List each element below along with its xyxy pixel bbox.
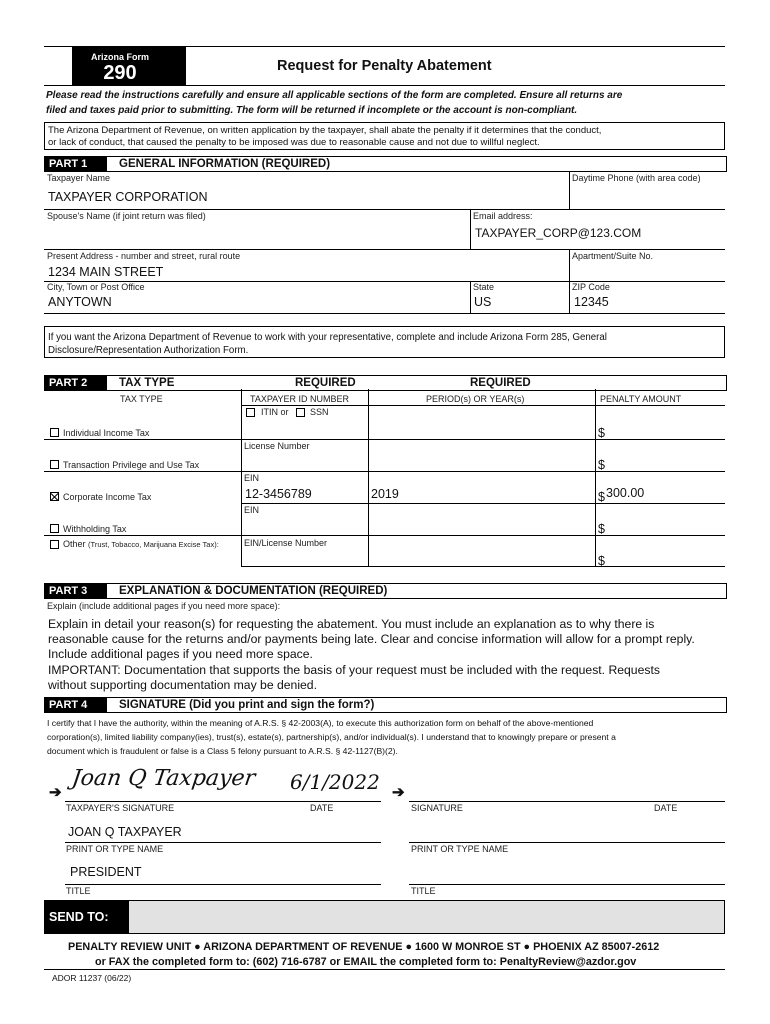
email-field[interactable]: TAXPAYER_CORP@123.COM xyxy=(475,226,642,240)
ein-label: EIN xyxy=(244,473,260,483)
itin-label: ITIN or xyxy=(261,407,289,417)
certify-line: document which is fraudulent or false is a Class 5 felony pursuant to A.R.S. § 42-1127(B)(2). xyxy=(47,746,398,756)
dollar-sign: $ xyxy=(598,426,605,440)
email-label: Email address: xyxy=(473,211,533,221)
explanation-line: without supporting documentation may be denied. xyxy=(48,677,317,692)
certify-line: I certify that I have the authority, within the meaning of A.R.S. § 42-2003(A), to execute this authorization form on behalf of the above-mentioned xyxy=(47,718,594,728)
instructions-line-1: Please read the instructions carefully and ensure all applicable sections of the form are completed. Ensure all returns are xyxy=(46,90,623,101)
taxpayer-name-label: Taxpayer Name xyxy=(47,173,111,183)
address-label: Present Address - number and street, rural route xyxy=(47,251,241,261)
transaction-privilege-label: Transaction Privilege and Use Tax xyxy=(63,460,200,470)
part1-title: GENERAL INFORMATION (REQUIRED) xyxy=(119,158,331,170)
explanation-line: Explain in detail your reason(s) for requesting the abatement. You must include an explanation as to why there is xyxy=(48,617,655,631)
part1-number: PART 1 xyxy=(45,157,107,171)
divider xyxy=(241,389,242,567)
part3-header xyxy=(44,583,727,599)
dollar-sign: $ xyxy=(598,554,605,568)
part4-number: PART 4 xyxy=(45,698,107,712)
part2-header xyxy=(44,375,727,391)
col-taxpayer-id: TAXPAYER ID NUMBER xyxy=(250,394,350,404)
col-penalty-amount: PENALTY AMOUNT xyxy=(600,394,682,404)
part2-required-2: REQUIRED xyxy=(470,377,531,389)
city-field[interactable]: ANYTOWN xyxy=(48,295,112,309)
license-number-label: License Number xyxy=(244,441,310,451)
taxpayer-signature[interactable]: Joan Q Taxpayer xyxy=(70,766,257,791)
form-footer-code: ADOR 11237 (06/22) xyxy=(52,973,132,983)
itin-checkbox[interactable] xyxy=(246,408,255,417)
divider xyxy=(368,389,369,567)
apt-label: Apartment/Suite No. xyxy=(572,251,654,261)
representative-note-line-2: Disclosure/Representation Authorization Form. xyxy=(48,345,249,356)
print-name-2-label: PRINT OR TYPE NAME xyxy=(411,844,509,854)
withholding-tax-checkbox[interactable] xyxy=(50,524,59,533)
divider xyxy=(65,884,381,885)
phone-label: Daytime Phone (with area code) xyxy=(572,173,701,183)
other-tax-checkbox[interactable] xyxy=(50,540,59,549)
ssn-checkbox[interactable] xyxy=(296,408,305,417)
form-number-box xyxy=(72,47,186,85)
certification-text xyxy=(47,716,616,758)
explanation-text-area[interactable] xyxy=(48,617,728,693)
signature-label: SIGNATURE xyxy=(411,803,463,813)
zip-label: ZIP Code xyxy=(572,282,610,292)
date-label: DATE xyxy=(310,803,334,813)
date2-label: DATE xyxy=(654,803,678,813)
divider xyxy=(470,209,471,249)
divider xyxy=(409,801,725,802)
signature-date[interactable]: 6/1/2022 xyxy=(290,770,380,794)
divider xyxy=(44,535,725,536)
send-to-label-box xyxy=(45,901,129,933)
state-label: State xyxy=(473,282,495,292)
dollar-sign: $ xyxy=(598,522,605,536)
other-tax-note: (Trust, Tobacco, Marijuana Excise Tax): xyxy=(88,540,219,549)
dollar-sign: $ xyxy=(598,490,605,504)
notice-line-2: or lack of conduct, that caused the penalty to be imposed was due to reasonable cause and not due to willful neglect. xyxy=(48,137,540,148)
representative-note-line-1: If you want the Arizona Department of Revenue to work with your representative, complete and include Arizona Form 285, General xyxy=(48,332,607,343)
page-title: Request for Penalty Abatement xyxy=(277,58,492,74)
divider xyxy=(409,842,725,843)
part2-required-1: REQUIRED xyxy=(295,377,356,389)
withholding-tax-label: Withholding Tax xyxy=(63,524,127,534)
corporate-period-field[interactable]: 2019 xyxy=(371,487,399,501)
dollar-sign: $ xyxy=(598,458,605,472)
divider xyxy=(241,405,725,406)
divider xyxy=(409,884,725,885)
individual-income-tax-label: Individual Income Tax xyxy=(63,428,150,438)
col-tax-type: TAX TYPE xyxy=(120,394,163,404)
notice-box xyxy=(44,122,725,150)
part2-title: TAX TYPE xyxy=(119,377,175,389)
header-rule xyxy=(44,85,725,86)
transaction-privilege-checkbox[interactable] xyxy=(50,460,59,469)
part3-number: PART 3 xyxy=(45,584,107,598)
city-label: City, Town or Post Office xyxy=(47,282,145,292)
divider xyxy=(569,281,570,313)
part4-header xyxy=(44,697,727,713)
part3-title: EXPLANATION & DOCUMENTATION (REQUIRED) xyxy=(119,585,388,597)
other-tax-type: Other xyxy=(63,539,86,549)
explain-label: Explain (include additional pages if you need more space): xyxy=(47,601,281,611)
divider xyxy=(470,281,471,313)
divider xyxy=(44,249,725,250)
title-label: TITLE xyxy=(66,886,91,896)
corporate-income-tax-label: Corporate Income Tax xyxy=(63,492,152,502)
divider xyxy=(241,503,725,504)
arrow-icon: ➔ xyxy=(392,784,405,801)
divider xyxy=(44,209,725,210)
divider xyxy=(569,171,570,210)
arrow-icon: ➔ xyxy=(49,784,62,801)
state-field[interactable]: US xyxy=(474,295,492,309)
form-number: 290 xyxy=(103,62,137,84)
corporate-income-tax-checkbox[interactable] xyxy=(50,492,59,501)
divider xyxy=(65,801,381,802)
representative-note-box xyxy=(44,326,725,358)
spouse-label: Spouse's Name (if joint return was filed) xyxy=(47,211,206,221)
withholding-ein-label: EIN xyxy=(244,505,260,515)
address-field[interactable]: 1234 MAIN STREET xyxy=(48,265,164,279)
send-to-label: SEND TO: xyxy=(49,910,109,924)
explanation-line: Include additional pages if you need more space. xyxy=(48,647,313,662)
title-field[interactable]: PRESIDENT xyxy=(70,865,142,879)
form-label: Arizona Form xyxy=(90,52,149,62)
print-name-label: PRINT OR TYPE NAME xyxy=(66,844,164,854)
explanation-line: IMPORTANT: Documentation that supports the basis of your request must be included with the request. Requests xyxy=(48,662,660,677)
ssn-label: SSN xyxy=(310,407,329,417)
explanation-line: reasonable cause for the returns and/or payments being late. Clear and concise information will allow for a prompt reply. xyxy=(48,632,695,647)
divider xyxy=(595,389,596,567)
instructions-line-2: filed and taxes paid prior to submitting. The form will be returned if incomplete or the account is non-compliant. xyxy=(46,105,578,116)
corporate-ein-field[interactable]: 12-3456789 xyxy=(245,487,312,501)
zip-field[interactable]: 12345 xyxy=(574,295,609,309)
send-to-bar xyxy=(44,900,725,934)
part2-number: PART 2 xyxy=(45,376,107,390)
title-2-label: TITLE xyxy=(411,886,436,896)
part4-title: SIGNATURE (Did you print and sign the form?) xyxy=(119,699,375,711)
send-to-fax-email: or FAX the completed form to: (602) 716-6787 or EMAIL the completed form to: PenaltyReview@azdor.gov xyxy=(95,956,637,968)
divider xyxy=(44,471,725,472)
print-name-field[interactable]: JOAN Q TAXPAYER xyxy=(68,825,182,839)
divider xyxy=(569,249,570,281)
ein-license-label: EIN/License Number xyxy=(244,538,328,548)
divider xyxy=(44,281,725,282)
part1-header xyxy=(44,156,727,172)
divider xyxy=(65,842,381,843)
divider xyxy=(44,313,725,314)
certify-line: corporation(s), limited liability company(ies), trust(s), estate(s), partnership(s), and/or individual(s). I understand that to knowingly prepare or present a xyxy=(47,732,616,742)
taxpayer-signature-label: TAXPAYER'S SIGNATURE xyxy=(66,803,175,813)
divider xyxy=(241,566,725,567)
individual-income-tax-checkbox[interactable] xyxy=(50,428,59,437)
taxpayer-name-field[interactable]: TAXPAYER CORPORATION xyxy=(48,190,208,204)
send-to-address: PENALTY REVIEW UNIT ● ARIZONA DEPARTMENT OF REVENUE ● 1600 W MONROE ST ● PHOENIX AZ 85007-2612 xyxy=(68,941,660,953)
notice-line-1: The Arizona Department of Revenue, on written application by the taxpayer, shall abate the penalty if it determines that the conduct, xyxy=(48,125,602,136)
divider xyxy=(44,439,725,440)
divider xyxy=(44,969,725,970)
other-tax-label xyxy=(63,539,219,549)
col-period: PERIOD(s) OR YEAR(s) xyxy=(426,394,525,404)
corporate-amount-field[interactable]: 300.00 xyxy=(606,486,645,500)
